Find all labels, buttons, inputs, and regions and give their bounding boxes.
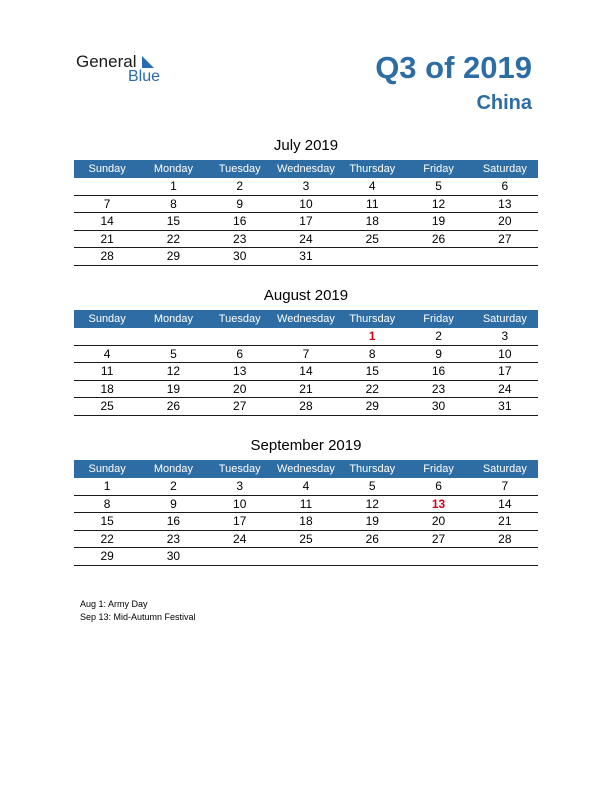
country-name: China <box>476 92 532 114</box>
day-cell: 21 <box>498 514 512 528</box>
day-cell: 12 <box>166 364 181 378</box>
day-cell: 31 <box>299 249 313 263</box>
day-cell: 23 <box>431 381 446 396</box>
day-cell: 8 <box>103 496 111 511</box>
weekday-label: Thursday <box>349 463 396 475</box>
empty-day-cell <box>207 328 273 345</box>
day-cell: 28 <box>498 531 512 546</box>
day-cell: 22 <box>166 231 181 246</box>
day-cell: 16 <box>431 364 446 378</box>
week-row <box>74 548 538 566</box>
weekday-label: Sunday <box>88 313 126 325</box>
day-cell: 27 <box>498 231 512 246</box>
weekday-label: Saturday <box>482 163 527 175</box>
week-row <box>74 531 538 549</box>
day-cell: 27 <box>431 531 446 546</box>
logo-text-general: General <box>76 52 137 71</box>
weekday-label: Thursday <box>349 313 396 325</box>
month-august <box>74 285 538 416</box>
empty-day-cell <box>273 328 339 345</box>
day-cell: 18 <box>299 514 313 528</box>
day-cell: 20 <box>498 214 512 228</box>
empty-day-cell <box>472 548 538 565</box>
day-cell: 11 <box>366 196 379 211</box>
day-cell: 3 <box>236 479 244 493</box>
week-row <box>74 178 538 196</box>
day-cell: 27 <box>233 399 247 413</box>
logo-text-blue: Blue <box>128 68 161 85</box>
week-row <box>74 363 538 381</box>
day-cell: 16 <box>233 214 247 228</box>
week-row <box>74 398 538 416</box>
day-cell: 24 <box>233 531 247 546</box>
week-row <box>74 513 538 531</box>
day-cell: 22 <box>365 381 379 396</box>
day-cell: 15 <box>100 514 114 528</box>
weekday-label: Monday <box>153 463 193 475</box>
day-cell: 11 <box>100 364 114 378</box>
day-cell: 18 <box>365 214 379 228</box>
empty-day-cell <box>405 248 471 265</box>
day-cell: 3 <box>501 329 509 343</box>
weekday-label: Monday <box>153 313 193 325</box>
day-cell: 6 <box>435 479 442 493</box>
day-cell: 6 <box>236 346 244 361</box>
day-cell: 9 <box>435 346 442 361</box>
day-cell: 29 <box>365 399 379 413</box>
week-row <box>74 381 538 399</box>
day-cell: 1 <box>368 329 376 343</box>
day-cell: 10 <box>299 196 313 211</box>
day-cell: 10 <box>233 496 247 511</box>
day-cell: 14 <box>100 214 114 228</box>
day-cell: 12 <box>365 496 379 511</box>
day-cell: 29 <box>100 549 114 563</box>
day-cell: 9 <box>170 496 177 511</box>
day-cell: 13 <box>431 496 446 511</box>
day-cell: 28 <box>299 399 313 413</box>
empty-day-cell <box>140 328 206 345</box>
week-row <box>74 478 538 496</box>
day-cell: 1 <box>103 479 111 493</box>
week-row <box>74 328 538 346</box>
empty-day-cell <box>74 178 140 195</box>
day-cell: 19 <box>431 214 446 228</box>
week-row <box>74 231 538 249</box>
day-cell: 20 <box>431 514 446 528</box>
day-cell: 4 <box>368 179 376 193</box>
day-cell: 9 <box>236 196 244 211</box>
day-cell: 1 <box>170 179 177 193</box>
day-cell: 17 <box>299 214 313 228</box>
day-cell: 8 <box>170 196 177 211</box>
empty-day-cell <box>74 328 140 345</box>
day-cell: 25 <box>100 399 114 413</box>
weekday-label: Tuesday <box>218 463 261 475</box>
weekday-label: Saturday <box>482 463 527 475</box>
logo <box>76 52 176 86</box>
weekday-label: Tuesday <box>218 313 261 325</box>
weekday-label: Wednesday <box>277 313 335 325</box>
day-cell: 4 <box>302 479 310 493</box>
week-row <box>74 346 538 364</box>
day-cell: 13 <box>498 196 512 211</box>
day-cell: 21 <box>299 381 313 396</box>
day-cell: 8 <box>368 346 376 361</box>
empty-day-cell <box>472 248 538 265</box>
day-cell: 29 <box>166 249 181 263</box>
day-cell: 5 <box>170 346 177 361</box>
day-cell: 26 <box>431 231 446 246</box>
day-cell: 19 <box>166 381 181 396</box>
day-cell: 13 <box>233 364 247 378</box>
empty-day-cell <box>207 548 273 565</box>
empty-day-cell <box>273 548 339 565</box>
month-july <box>74 135 538 266</box>
week-row <box>74 496 538 514</box>
day-cell: 7 <box>103 196 111 211</box>
day-cell: 19 <box>365 514 379 528</box>
weekday-label: Tuesday <box>218 163 261 175</box>
month-title: July 2019 <box>273 137 339 154</box>
empty-day-cell <box>339 248 405 265</box>
day-cell: 7 <box>302 346 310 361</box>
month-title: August 2019 <box>263 287 349 304</box>
day-cell: 3 <box>302 179 310 193</box>
day-cell: 7 <box>501 479 509 493</box>
day-cell: 25 <box>299 531 313 546</box>
day-cell: 17 <box>233 514 247 528</box>
day-cell: 26 <box>365 531 379 546</box>
day-cell: 18 <box>100 381 114 396</box>
week-row <box>74 248 538 266</box>
weekday-label: Saturday <box>482 313 527 325</box>
day-cell: 22 <box>100 531 114 546</box>
weekday-label: Thursday <box>349 163 396 175</box>
day-cell: 23 <box>233 231 247 246</box>
day-cell: 12 <box>431 196 446 211</box>
week-row <box>74 213 538 231</box>
weekday-label: Sunday <box>88 163 126 175</box>
day-cell: 24 <box>299 231 313 246</box>
day-cell: 4 <box>103 346 111 361</box>
day-cell: 26 <box>166 399 181 413</box>
day-cell: 30 <box>233 249 247 263</box>
day-cell: 14 <box>498 496 512 511</box>
holiday-note: Sep 13: Mid-Autumn Festival <box>80 612 196 622</box>
weekday-label: Monday <box>153 163 193 175</box>
page-title: Q3 of 2019 <box>375 50 532 85</box>
week-row <box>74 196 538 214</box>
day-cell: 25 <box>365 231 379 246</box>
weekday-label: Friday <box>423 463 454 475</box>
day-cell: 15 <box>166 214 181 228</box>
weekday-label: Friday <box>423 313 454 325</box>
day-cell: 2 <box>170 479 177 493</box>
day-cell: 11 <box>299 496 313 511</box>
weekday-label: Wednesday <box>277 163 335 175</box>
day-cell: 30 <box>431 399 446 413</box>
weekday-header <box>74 460 538 478</box>
day-cell: 10 <box>498 346 512 361</box>
day-cell: 30 <box>166 549 181 563</box>
day-cell: 31 <box>498 399 512 413</box>
day-cell: 2 <box>435 329 442 343</box>
day-cell: 5 <box>435 179 442 193</box>
empty-day-cell <box>405 548 471 565</box>
day-cell: 2 <box>236 179 244 193</box>
day-cell: 24 <box>498 381 512 396</box>
day-cell: 15 <box>365 364 379 378</box>
day-cell: 6 <box>501 179 509 193</box>
day-cell: 28 <box>100 249 114 263</box>
day-cell: 5 <box>368 479 376 493</box>
month-title: September 2019 <box>250 437 362 454</box>
empty-day-cell <box>339 548 405 565</box>
month-september <box>74 435 538 566</box>
weekday-header <box>74 310 538 328</box>
day-cell: 14 <box>299 364 313 378</box>
weekday-label: Friday <box>423 163 454 175</box>
day-cell: 23 <box>166 531 181 546</box>
day-cell: 16 <box>166 514 181 528</box>
day-cell: 20 <box>233 381 247 396</box>
holiday-note: Aug 1: Army Day <box>80 599 148 609</box>
day-cell: 17 <box>498 364 512 378</box>
weekday-label: Wednesday <box>277 463 335 475</box>
weekday-label: Sunday <box>88 463 126 475</box>
weekday-header <box>74 160 538 178</box>
holiday-notes <box>80 598 196 624</box>
day-cell: 21 <box>100 231 114 246</box>
